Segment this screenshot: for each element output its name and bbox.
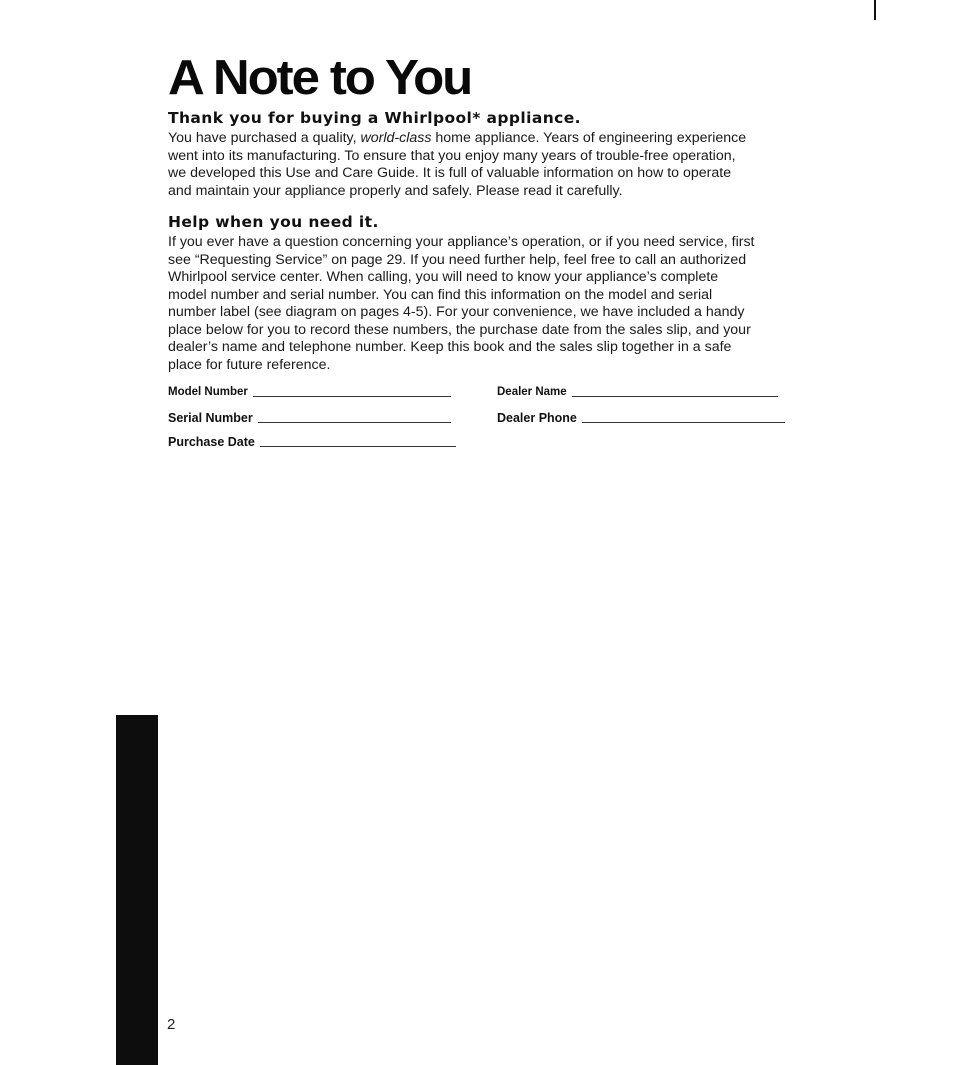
dealer-phone-label: Dealer Phone: [497, 411, 577, 425]
help-line: see “Requesting Service” on page 29. If you need further help, feel free to call an authorized: [168, 251, 747, 268]
note-content: [168, 50, 808, 374]
help-line: dealer’s name and telephone number. Keep this book and the sales slip together in a safe: [168, 339, 732, 355]
help-paragraph: [168, 234, 808, 374]
serial-number-blank[interactable]: [258, 422, 451, 423]
help-heading: Help when you need it.: [168, 213, 379, 231]
help-line: number label (see diagram on pages 4-5). For your convenience, we have included a handy: [168, 304, 745, 320]
page-title: A Note to You: [168, 51, 472, 105]
page-number: 2: [167, 1016, 176, 1033]
serial-number-field[interactable]: [168, 410, 451, 426]
help-line: place for future reference.: [168, 356, 331, 373]
dealer-phone-blank[interactable]: [582, 422, 785, 423]
help-line: model number and serial number. You can find this information on the model and serial: [168, 286, 713, 303]
dealer-name-blank[interactable]: [572, 396, 778, 397]
help-line: Whirlpool service center. When calling, you will need to know your appliance’s complete: [168, 269, 719, 285]
thanks-line-4: and maintain your appliance properly and safely. Please read it carefully.: [168, 182, 623, 199]
thanks-line-2: went into its manufacturing. To ensure that you enjoy many years of trouble-free operation,: [168, 147, 736, 164]
thanks-line-1-start: You have purchased a quality,: [168, 130, 361, 146]
purchase-date-label: Purchase Date: [168, 435, 255, 449]
dealer-name-label: Dealer Name: [497, 386, 567, 398]
purchase-date-blank[interactable]: [260, 446, 456, 447]
thanks-line-3: we developed this Use and Care Guide. It is full of valuable information on how to operate: [168, 165, 732, 181]
corner-crop-mark: [874, 0, 876, 20]
thanks-heading: Thank you for buying a Whirlpool* appliance.: [168, 109, 581, 127]
model-number-label: Model Number: [168, 386, 248, 398]
help-line: If you ever have a question concerning your appliance’s operation, or if you need service, first: [168, 234, 755, 250]
thanks-paragraph: [168, 130, 808, 200]
serial-number-label: Serial Number: [168, 411, 253, 425]
model-number-blank[interactable]: [253, 396, 451, 397]
purchase-date-field[interactable]: [168, 434, 456, 450]
world-class-emphasis: world-class: [360, 130, 432, 146]
dealer-phone-field[interactable]: [497, 410, 785, 426]
section-thumb-tab: [116, 715, 158, 1065]
help-line: place below for you to record these numbers, the purchase date from the sales slip, and your: [168, 321, 751, 338]
model-number-field[interactable]: [168, 384, 451, 400]
thanks-line-1: [168, 130, 808, 148]
thanks-line-1-end: home appliance. Years of engineering experience: [431, 130, 747, 146]
dealer-name-field[interactable]: [497, 384, 778, 400]
